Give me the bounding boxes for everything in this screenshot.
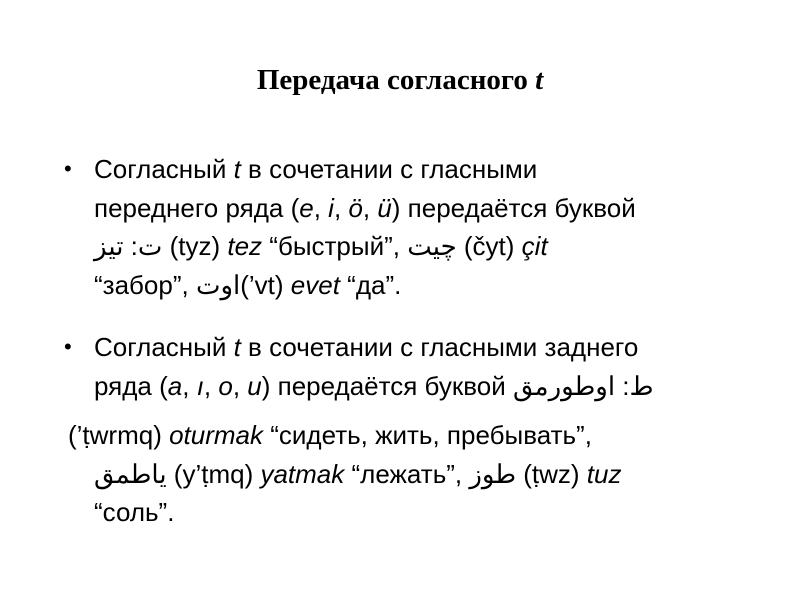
bullet-1-line-4 <box>94 266 401 305</box>
turkish-word: oturmak <box>169 420 264 450</box>
text: в сочетании с гласными заднего <box>240 332 639 362</box>
text: “сидеть, жить, пребывать”, <box>263 420 592 450</box>
bullet-1-line-2 <box>94 189 636 228</box>
vowel: a <box>167 370 183 401</box>
letter-t: t <box>233 154 241 184</box>
text: : <box>615 370 630 401</box>
text: (’vt) <box>240 269 291 300</box>
bullet-2-line-1 <box>94 328 638 367</box>
text: “забор”, <box>94 269 196 300</box>
turkish-word: evet <box>290 269 340 300</box>
arabic-word: تيز <box>94 231 124 261</box>
text: “лежать”, <box>344 458 470 489</box>
turkish-word: tez <box>227 231 263 261</box>
text: : <box>123 231 138 261</box>
text: (’ṭwrmq) <box>68 420 170 450</box>
text: ) передаётся буквой <box>261 370 513 401</box>
text: ) передаётся буквой <box>391 192 636 223</box>
paragraph-3-line-2 <box>94 455 621 494</box>
text: , <box>313 192 329 223</box>
text: , <box>182 370 197 401</box>
text: в сочетании с гласными <box>240 154 538 184</box>
vowel: u <box>247 370 262 401</box>
vowel: o <box>218 370 233 401</box>
bullet-2-marker: • <box>64 334 72 359</box>
text: ряда ( <box>94 370 168 401</box>
text: , <box>232 370 248 401</box>
paragraph-3-line-1 <box>68 416 592 455</box>
bullet-1-marker: • <box>64 156 72 181</box>
arabic-word: اوطورمق <box>512 370 616 401</box>
text: (tyz) <box>162 231 228 261</box>
text: “да”. <box>339 269 402 300</box>
arabic-word: چيت <box>407 231 457 261</box>
text: (y’ṭmq) <box>166 458 261 489</box>
vowel: i <box>328 192 334 223</box>
turkish-word: tuz <box>586 458 622 489</box>
bullet-2-line-2 <box>94 367 654 406</box>
text: , <box>203 370 219 401</box>
arabic-word: اوت <box>195 269 241 300</box>
text: , <box>362 192 378 223</box>
title-letter: t <box>535 64 544 96</box>
letter-t: t <box>233 332 241 362</box>
text: Согласный <box>94 332 234 362</box>
arabic-word: طوز <box>469 458 517 489</box>
vowel: ü <box>377 192 392 223</box>
bullet-1-line-1 <box>94 150 537 189</box>
title-text: Передача согласного <box>256 64 536 96</box>
text: (čyt) <box>456 231 522 261</box>
text: “соль”. <box>94 497 175 527</box>
slide-title <box>0 62 800 98</box>
vowel: ö <box>348 192 363 223</box>
arabic-letter: ت <box>137 231 163 261</box>
arabic-word: ياطمق <box>94 458 167 489</box>
vowel: e <box>299 192 314 223</box>
vowel: ı <box>196 370 204 401</box>
turkish-word: çit <box>521 231 548 261</box>
text: “быстрый”, <box>262 231 408 261</box>
text: , <box>333 192 349 223</box>
text: переднего ряда ( <box>94 192 300 223</box>
arabic-letter: ط <box>629 370 654 401</box>
paragraph-3-line-3 <box>94 493 174 532</box>
text: Согласный <box>94 154 234 184</box>
turkish-word: yatmak <box>260 458 345 489</box>
bullet-1-line-3 <box>94 227 548 266</box>
text: (ṭwz) <box>516 458 587 489</box>
